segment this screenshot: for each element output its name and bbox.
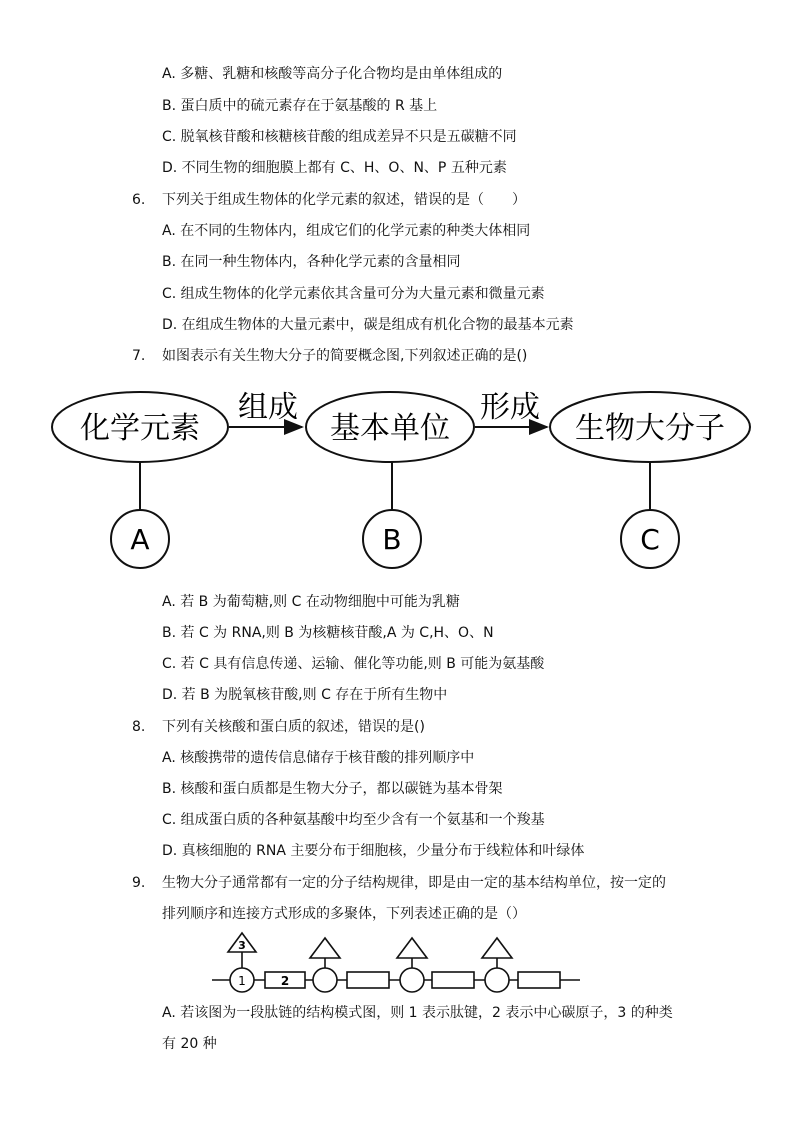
- q6-option-b: B. 在同一种生物体内，各种化学元素的含量相同: [162, 254, 461, 270]
- q6-option-c: C. 组成生物体的化学元素依其含量可分为大量元素和微量元素: [162, 286, 545, 302]
- q8-option-d: D. 真核细胞的 RNA 主要分布于细胞核，少量分布于线粒体和叶绿体: [162, 843, 585, 859]
- q8-stem: 下列有关核酸和蛋白质的叙述，错误的是(): [162, 719, 425, 735]
- q5-option-d: D. 不同生物的细胞膜上都有 C、H、O、N、P 五种元素: [162, 160, 507, 176]
- q9-number: 9.: [132, 875, 146, 891]
- q6-option-d: D. 在组成生物体的大量元素中，碳是组成有机化合物的最基本元素: [162, 317, 574, 333]
- q9-option-a-line2: 有 20 种: [162, 1036, 217, 1052]
- concept-map-diagram: [0, 380, 794, 580]
- circle-unit-2: [313, 968, 337, 992]
- q6-number: 6.: [132, 192, 146, 208]
- q8-option-a: A. 核酸携带的遗传信息储存于核苷酸的排列顺序中: [162, 750, 475, 766]
- q9-option-a-line1: A. 若该图为一段肽链的结构模式图，则 1 表示肽键，2 表示中心碳原子，3 的种类: [162, 1005, 673, 1021]
- q5-option-c: C. 脱氧核苷酸和核糖核苷酸的组成差异不只是五碳糖不同: [162, 129, 517, 145]
- node-biomacromolecule: 生物大分子: [575, 411, 725, 446]
- q7-option-a: A. 若 B 为葡萄糖,则 C 在动物细胞中可能为乳糖: [162, 594, 460, 610]
- q9-stem-line1: 生物大分子通常都有一定的分子结构规律，即是由一定的基本结构单位，按一定的: [162, 875, 666, 891]
- q7-option-b: B. 若 C 为 RNA,则 B 为核糖核苷酸,A 为 C,H、O、N: [162, 625, 494, 641]
- circle-label-b: B: [382, 523, 402, 556]
- q6-option-a: A. 在不同的生物体内，组成它们的化学元素的种类大体相同: [162, 223, 531, 239]
- arrow-label-compose: 组成: [238, 390, 298, 425]
- arrow-label-form: 形成: [480, 390, 540, 425]
- circle-unit-4: [485, 968, 509, 992]
- circle-unit-3: [400, 968, 424, 992]
- q7-option-d: D. 若 B 为脱氧核苷酸,则 C 存在于所有生物中: [162, 687, 448, 703]
- label-2: 2: [280, 974, 290, 988]
- label-1: 1: [238, 974, 246, 988]
- q5-option-b: B. 蛋白质中的硫元素存在于氨基酸的 R 基上: [162, 98, 438, 114]
- node-basic-units: 基本单位: [330, 411, 450, 446]
- q8-option-b: B. 核酸和蛋白质都是生物大分子，都以碳链为基本骨架: [162, 781, 503, 797]
- node-chemical-elements: 化学元素: [80, 411, 200, 446]
- circle-label-c: C: [640, 523, 660, 556]
- polymer-chain-diagram: [0, 928, 794, 998]
- circle-label-a: A: [130, 523, 150, 556]
- q7-option-c: C. 若 C 具有信息传递、运输、催化等功能,则 B 可能为氨基酸: [162, 656, 545, 672]
- q7-number: 7.: [132, 348, 146, 364]
- q7-stem: 如图表示有关生物大分子的简要概念图,下列叙述正确的是(): [162, 348, 528, 364]
- label-3: 3: [238, 939, 246, 952]
- q8-number: 8.: [132, 719, 146, 735]
- q8-option-c: C. 组成蛋白质的各种氨基酸中均至少含有一个氨基和一个羧基: [162, 812, 545, 828]
- q9-stem-line2: 排列顺序和连接方式形成的多聚体，下列表述正确的是（）: [162, 906, 526, 922]
- q5-option-a: A. 多糖、乳糖和核酸等高分子化合物均是由单体组成的: [162, 66, 503, 82]
- q6-stem: 下列关于组成生物体的化学元素的叙述，错误的是（ ）: [162, 192, 526, 208]
